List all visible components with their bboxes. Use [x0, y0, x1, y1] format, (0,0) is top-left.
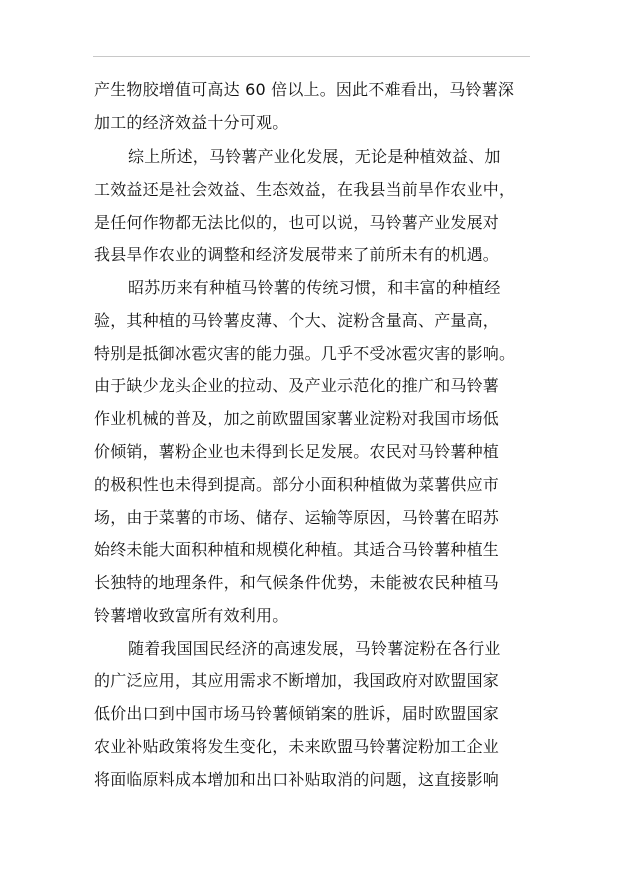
text-line: 将面临原料成本增加和出口补贴取消的问题，这直接影响 — [94, 770, 500, 789]
text-line: 作业机械的普及，加之前欧盟国家薯业淀粉对我国市场低 — [94, 409, 500, 428]
text-line: 场，由于菜薯的市场、储存、运输等原因，马铃薯在昭苏 — [94, 508, 500, 527]
text-line: 低价出口到中国市场马铃薯倾销案的胜诉，届时欧盟国家 — [94, 704, 500, 723]
text-line: 验，其种植的马铃薯皮薄、个大、淀粉含量高、产量高， — [94, 311, 500, 330]
text-line: 农业补贴政策将发生变化，未来欧盟马铃薯淀粉加工企业 — [94, 737, 500, 756]
text-line: 工效益还是社会效益、生态效益，在我县当前旱作农业中， — [94, 180, 516, 199]
paragraph-first-line: 昭苏历来有种植马铃薯的传统习惯，和丰富的种植经 — [128, 278, 501, 297]
text-line: 价倾销，薯粉企业也未得到长足发展。农民对马铃薯种植 — [94, 442, 500, 461]
text-line: 产生物胶增值可高达 60 倍以上。因此不难看出，马铃薯深 — [94, 80, 515, 99]
text-line: 长独特的地理条件，和气候条件优势，未能被农民种植马 — [94, 573, 500, 592]
paragraph-first-line: 综上所述，马铃薯产业化发展，无论是种植效益、加 — [128, 147, 501, 166]
text-line: 由于缺少龙头企业的拉动、及产业示范化的推广和马铃薯 — [94, 376, 500, 395]
text-line: 的极积性也未得到提高。部分小面积种植做为菜薯供应市 — [94, 475, 500, 494]
text-line: 的广泛应用，其应用需求不断增加，我国政府对欧盟国家 — [94, 671, 500, 690]
text-line: 是任何作物都无法比似的，也可以说，马铃薯产业发展对 — [94, 213, 500, 232]
text-line: 特别是抵御冰雹灾害的能力强。几乎不受冰雹灾害的影响。 — [94, 344, 516, 363]
header-rule — [93, 56, 530, 57]
text-line: 铃薯增收致富所有效利用。 — [94, 606, 289, 625]
text-line: 加工的经济效益十分可观。 — [94, 113, 289, 132]
text-line: 我县旱作农业的调整和经济发展带来了前所未有的机遇。 — [94, 245, 500, 264]
paragraph-first-line: 随着我国国民经济的高速发展，马铃薯淀粉在各行业 — [128, 639, 501, 658]
text-line: 始终未能大面积种植和规模化种植。其适合马铃薯种植生 — [94, 540, 500, 559]
